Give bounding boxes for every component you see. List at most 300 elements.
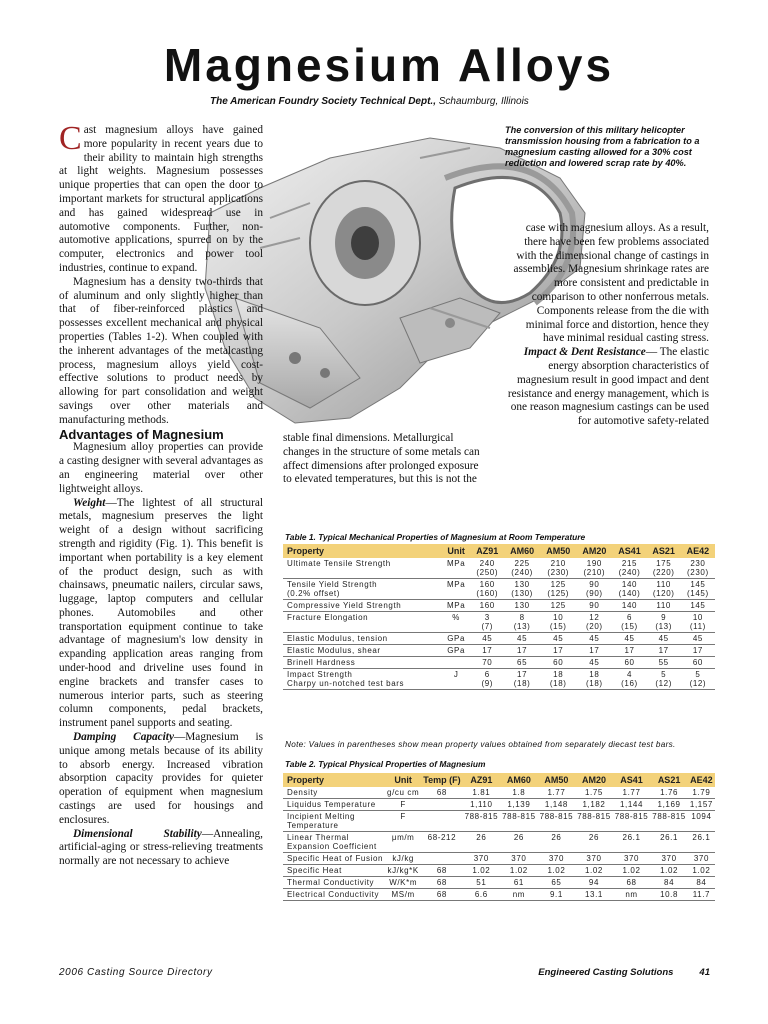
value-cell: [540, 633, 576, 645]
value: 60: [553, 658, 564, 667]
mean-value: (15): [549, 622, 567, 631]
value: 45: [517, 634, 528, 643]
unit-cell: %: [442, 612, 471, 633]
property-name: Tensile Yield Strength: [287, 580, 378, 589]
value: 45: [482, 634, 493, 643]
mean-value: (250): [476, 568, 499, 577]
property-cell: [283, 633, 442, 645]
value-cell: 370: [650, 853, 688, 865]
value-cell: 788-815: [500, 811, 538, 832]
value-cell: [576, 633, 612, 645]
value-cell: [470, 633, 504, 645]
temp-cell: [421, 811, 462, 832]
mean-value: (120): [652, 589, 675, 598]
value-cell: [540, 645, 576, 657]
value: 90: [589, 580, 600, 589]
table2-header-cell: AM20: [575, 773, 613, 787]
mean-value: (125): [547, 589, 570, 598]
value: 160: [479, 601, 495, 610]
property-cell: [283, 669, 442, 690]
table2-header-cell: AM60: [500, 773, 538, 787]
mean-value: (210): [583, 568, 606, 577]
photo-caption: The conversion of this military helicopter transmission housing from a fabrication to a magnesium casting allowed for a 30% cost reduction and lowered scrap rate by 40%.: [505, 125, 700, 168]
paragraph-stable: stable final dimensions. Metallurgical changes in the structure of some metals can affect dimensions after prolonged exposure to elevated temperatures, but this is not the: [283, 432, 480, 486]
unit-cell: GPa: [442, 633, 471, 645]
value-cell: 1.76: [650, 787, 688, 799]
property-name: Specific Heat of Fusion: [287, 854, 384, 863]
temp-cell: [421, 799, 462, 811]
value-cell: [647, 600, 681, 612]
value-cell: 1,182: [575, 799, 613, 811]
table1-header-cell: AZ91: [470, 544, 504, 558]
table-row: [283, 832, 715, 853]
table-row: [283, 612, 715, 633]
value-cell: [612, 657, 646, 669]
property-detail: Temperature: [287, 821, 339, 830]
value: 60: [624, 658, 635, 667]
value: 18: [589, 670, 600, 679]
value: 225: [514, 559, 530, 568]
value-cell: [576, 579, 612, 600]
value: 17: [589, 646, 600, 655]
value: 145: [690, 580, 706, 589]
value: 125: [550, 601, 566, 610]
value: 17: [624, 646, 635, 655]
value-cell: [681, 579, 715, 600]
value-cell: [647, 579, 681, 600]
table-row: [283, 633, 715, 645]
value-cell: 1.02: [650, 865, 688, 877]
property-cell: [283, 811, 385, 832]
value-cell: 1.79: [688, 787, 715, 799]
value-cell: 788-815: [463, 811, 501, 832]
table-row: [283, 579, 715, 600]
value-cell: 13.1: [575, 889, 613, 901]
value-cell: [576, 645, 612, 657]
table2-header-cell: AM50: [538, 773, 576, 787]
value-cell: 788-815: [575, 811, 613, 832]
value-cell: [647, 657, 681, 669]
value-cell: [504, 600, 540, 612]
value-cell: 370: [688, 853, 715, 865]
value-cell: 51: [463, 877, 501, 889]
unit-cell: J: [442, 669, 471, 690]
value-cell: [504, 558, 540, 579]
property-detail: Charpy un-notched test bars: [287, 679, 405, 688]
value-cell: 68: [613, 877, 651, 889]
table-row: [283, 787, 715, 799]
table1-caption: Table 1. Typical Mechanical Properties of Magnesium at Room Temperature: [285, 532, 586, 542]
value-cell: [576, 669, 612, 690]
table1-header-cell: AS21: [647, 544, 681, 558]
value-cell: 26: [500, 832, 538, 853]
table1-note: Note: Values in parentheses show mean property values obtained from separately diecast test bars.: [285, 740, 676, 749]
property-cell: [283, 558, 442, 579]
property-name: Density: [287, 788, 318, 797]
mean-value: (16): [621, 679, 638, 688]
value-cell: [612, 579, 646, 600]
value: 65: [517, 658, 528, 667]
temp-cell: 68: [421, 787, 462, 799]
value-cell: [681, 558, 715, 579]
body-column-3: [507, 222, 709, 429]
impact-text: — The elastic energy absorption characteristics of magnesium result in good impact and dent resistance and energy management, which is one reason magnesium castings can be used for automotive safety-related: [507, 346, 709, 428]
value-cell: [681, 657, 715, 669]
value: 140: [621, 580, 638, 589]
value-cell: 370: [463, 853, 501, 865]
property-cell: [283, 799, 385, 811]
property-name: Brinell Hardness: [287, 658, 356, 667]
value-cell: [470, 612, 504, 633]
weight-text: —The lightest of all structural metals, magnesium preserves the light weight of a design without sacrificing strength and rigidity (Fig. 1). This benefit is important when portability is a key element of the product design, such as with chainsaws, pneumatic nailers, circular saws, luggage, laptop computers and cellular phones. Automobiles and other transportation equipment continue to take advantage of magnesium's low density in expanding application areas ranging from under-hood and driveline uses found in engine brackets and transfer cases to numerous interior parts, such as steering column components, pedal brackets, instrument panel supports and seating.: [59, 496, 263, 730]
value-cell: [540, 612, 576, 633]
mechanical-properties-table: [283, 544, 715, 690]
mean-value: (18): [586, 679, 603, 688]
table1-header-cell: AM20: [576, 544, 612, 558]
value-cell: [540, 579, 576, 600]
value-cell: [504, 657, 540, 669]
table2-header-cell: AS41: [613, 773, 651, 787]
value-cell: [647, 645, 681, 657]
value-cell: 1.77: [613, 787, 651, 799]
property-cell: [283, 853, 385, 865]
table1-header-cell: AM60: [504, 544, 540, 558]
table2-header-cell: AE42: [688, 773, 715, 787]
mean-value: (160): [476, 589, 499, 598]
value-cell: 26.1: [613, 832, 651, 853]
value-cell: [612, 645, 646, 657]
temp-cell: 68-212: [421, 832, 462, 853]
property-cell: [283, 657, 442, 669]
value-cell: [504, 633, 540, 645]
byline-org: The American Foundry Society Technical Dept.,: [210, 96, 436, 107]
unit-cell: MPa: [442, 579, 471, 600]
table2-header-cell: Unit: [385, 773, 421, 787]
value: 6: [484, 670, 490, 679]
property-name: Impact Strength: [287, 670, 353, 679]
property-name: Specific Heat: [287, 866, 342, 875]
table-row: [283, 811, 715, 832]
value-cell: [470, 657, 504, 669]
unit-cell: [442, 657, 471, 669]
unit-cell: MPa: [442, 558, 471, 579]
table-row: [283, 558, 715, 579]
mean-value: (90): [586, 589, 603, 598]
value: 18: [553, 670, 564, 679]
value: 60: [692, 658, 703, 667]
property-name: Elastic Modulus, shear: [287, 646, 381, 655]
value-cell: [681, 669, 715, 690]
value-cell: 1.02: [613, 865, 651, 877]
table2-caption: Table 2. Typical Physical Properties of Magnesium: [285, 759, 486, 769]
value-cell: 65: [538, 877, 576, 889]
value-cell: 94: [575, 877, 613, 889]
value-cell: 84: [650, 877, 688, 889]
value-cell: [647, 669, 681, 690]
mean-value: (15): [621, 622, 638, 631]
value: 45: [589, 658, 600, 667]
value: 130: [514, 601, 530, 610]
value-cell: nm: [500, 889, 538, 901]
value: 12: [589, 613, 600, 622]
value-cell: 1,139: [500, 799, 538, 811]
mean-value: (145): [687, 589, 709, 598]
value: 17: [553, 646, 564, 655]
temp-cell: [421, 853, 462, 865]
value-cell: 1,169: [650, 799, 688, 811]
value-cell: [504, 612, 540, 633]
value-cell: [612, 633, 646, 645]
table1-header-cell: AS41: [612, 544, 646, 558]
mean-value: (230): [547, 568, 570, 577]
value: 6: [626, 613, 633, 622]
paragraph-dimensional: [59, 828, 263, 869]
value-cell: [612, 600, 646, 612]
footer-publication: 2006 Casting Source Directory: [59, 967, 213, 978]
temp-cell: 68: [421, 865, 462, 877]
temp-cell: 68: [421, 877, 462, 889]
property-cell: [283, 889, 385, 901]
mean-value: (18): [549, 679, 567, 688]
value: 45: [624, 634, 635, 643]
unit-cell: MPa: [442, 600, 471, 612]
value: 130: [514, 580, 530, 589]
paragraph-density: Magnesium has a density two-thirds that of aluminum and only slightly higher than that of fiber-reinforced plastics and possesses excellent mechanical and physical properties (Tables 1-2). When coupled with the inherent advantages of the metalcasting process, magnesium alloys yield cost-effective solutions to product needs by allowing for part consolidation and weight savings over other materials and manufacturing methods.: [59, 275, 263, 426]
value-cell: 1,144: [613, 799, 651, 811]
value-cell: [540, 558, 576, 579]
value: 55: [658, 658, 669, 667]
value-cell: 10.8: [650, 889, 688, 901]
value-cell: 1.02: [538, 865, 576, 877]
property-cell: [283, 612, 442, 633]
value-cell: [612, 558, 646, 579]
value-cell: [681, 645, 715, 657]
table1-header-cell: Unit: [442, 544, 471, 558]
value-cell: 84: [688, 877, 715, 889]
value-cell: 370: [575, 853, 613, 865]
unit-cell: μm/m: [385, 832, 421, 853]
value-cell: [504, 669, 540, 690]
value: 45: [589, 634, 600, 643]
table1-header-cell: AE42: [681, 544, 715, 558]
value: 240: [479, 559, 495, 568]
mean-value: (12): [689, 679, 707, 688]
damping-text: —Magnesium is unique among metals because of its ability to absorb energy. Increased vibration absorption capacity provides for quieter operation of equipment when magnesium castings are used for housings and enclosures.: [59, 731, 263, 826]
table-row: [283, 889, 715, 901]
value-cell: [540, 657, 576, 669]
paragraph-impact: [507, 346, 709, 429]
property-name: Compressive Yield Strength: [287, 601, 402, 610]
value: 90: [589, 601, 600, 610]
value: 70: [482, 658, 493, 667]
value-cell: [470, 579, 504, 600]
property-detail: (0.2% offset): [287, 589, 341, 598]
drop-cap: C: [59, 120, 82, 157]
value: 140: [621, 601, 638, 610]
value-cell: [470, 558, 504, 579]
value-cell: [612, 669, 646, 690]
property-detail: Expansion Coefficient: [287, 842, 377, 851]
mean-value: (9): [481, 679, 494, 688]
byline: [210, 96, 529, 107]
paragraph-shrinkage: case with magnesium alloys. As a result, there have been few problems associated with the dimensional change of castings in assemblies. Magnesium shrinkage rates are more consistent and predictable in comparison to other nonferrous metals. Components release from the die with minimal force and distortion, hence they have minimal residual casting stress.: [513, 222, 709, 345]
value-cell: 370: [613, 853, 651, 865]
value: 17: [692, 646, 703, 655]
value-cell: 26: [463, 832, 501, 853]
unit-cell: F: [385, 799, 421, 811]
value-cell: 788-815: [538, 811, 576, 832]
value-cell: 1.02: [500, 865, 538, 877]
value: 17: [482, 646, 493, 655]
mean-value: (140): [618, 589, 641, 598]
page-title: Magnesium Alloys: [163, 39, 615, 91]
value-cell: [576, 558, 612, 579]
unit-cell: GPa: [442, 645, 471, 657]
value-cell: 1.81: [463, 787, 501, 799]
unit-cell: kJ/kg*K: [385, 865, 421, 877]
mean-value: (20): [586, 622, 603, 631]
value-cell: [504, 579, 540, 600]
weight-heading: Weight: [73, 496, 106, 509]
mean-value: (7): [481, 622, 494, 631]
value-cell: [576, 657, 612, 669]
value: 210: [550, 559, 566, 568]
unit-cell: W/K*m: [385, 877, 421, 889]
value: 5: [661, 670, 667, 679]
value-cell: [647, 612, 681, 633]
value-cell: 11.7: [688, 889, 715, 901]
table1-header-cell: Property: [283, 544, 442, 558]
mean-value: (12): [655, 679, 672, 688]
value-cell: [681, 600, 715, 612]
table2-header-cell: AS21: [650, 773, 688, 787]
value-cell: [470, 645, 504, 657]
value-cell: nm: [613, 889, 651, 901]
value-cell: [681, 612, 715, 633]
value-cell: 26: [538, 832, 576, 853]
section-heading-advantages: Advantages of Magnesium: [59, 426, 224, 442]
value: 215: [621, 559, 638, 568]
value-cell: [612, 612, 646, 633]
mean-value: (13): [655, 622, 672, 631]
value: 17: [517, 670, 528, 679]
value-cell: 1,148: [538, 799, 576, 811]
value: 45: [692, 634, 703, 643]
value-cell: 370: [538, 853, 576, 865]
value-cell: [470, 600, 504, 612]
property-cell: [283, 787, 385, 799]
property-name: Thermal Conductivity: [287, 878, 375, 887]
property-name: Liquidus Temperature: [287, 800, 376, 809]
table-row: [283, 877, 715, 889]
value: 145: [690, 601, 706, 610]
table-row: [283, 645, 715, 657]
property-cell: [283, 865, 385, 877]
property-name: Fracture Elongation: [287, 613, 369, 622]
value: 190: [586, 559, 602, 568]
footer-right: [538, 967, 710, 978]
property-cell: [283, 600, 442, 612]
unit-cell: F: [385, 811, 421, 832]
table-row: [283, 799, 715, 811]
property-name: Linear Thermal: [287, 833, 350, 842]
property-name: Incipient Melting: [287, 812, 356, 821]
byline-location: Schaumburg, Illinois: [438, 96, 529, 107]
value: 17: [658, 646, 669, 655]
body-column-1: [59, 120, 263, 869]
value-cell: [540, 669, 576, 690]
value-cell: 26: [575, 832, 613, 853]
value-cell: [470, 669, 504, 690]
value-cell: 1.77: [538, 787, 576, 799]
paragraph-advantages: Magnesium alloy properties can provide a casting designer with several advantages as an engineering material over other lightweight alloys.: [59, 441, 263, 495]
value-cell: [647, 633, 681, 645]
table2-header-cell: Property: [283, 773, 385, 787]
value-cell: 26.1: [688, 832, 715, 853]
unit-cell: g/cu cm: [387, 788, 420, 797]
value-cell: 788-815: [613, 811, 651, 832]
value: 10: [553, 613, 564, 622]
value-cell: 1,157: [688, 799, 715, 811]
dimensional-heading: Dimensional Stability: [73, 827, 202, 840]
property-cell: [283, 832, 385, 853]
value: 5: [695, 670, 701, 679]
value-cell: 26.1: [650, 832, 688, 853]
temp-cell: 68: [421, 889, 462, 901]
footer-section: Engineered Casting Solutions: [538, 967, 674, 978]
value-cell: 9.1: [538, 889, 576, 901]
mean-value: (220): [652, 568, 675, 577]
property-cell: [283, 645, 442, 657]
value: 45: [658, 634, 669, 643]
value-cell: 6.6: [463, 889, 501, 901]
body-column-2: [283, 432, 486, 487]
dimensional-text: —Annealing, artificial-aging or stress-relieving treatments normally are not necessary to achieve: [59, 827, 263, 868]
unit-cell: kJ/kg: [385, 853, 421, 865]
paragraph-intro: ast magnesium alloys have gained more popularity in recent years due to their ability to maintain high strengths at light weights. Magnesium possesses unique properties that can open the door to important markets for structural applications and has gained widespread use in automotive components. Further, non-automotive applications, spurred on by the computer, electronics and power tool industries, continue to expand.: [59, 124, 263, 274]
table2-header-cell: Temp (F): [423, 775, 461, 785]
mean-value: (230): [687, 568, 709, 577]
value: 9: [661, 613, 667, 622]
property-cell: [283, 579, 442, 600]
table-row: [283, 600, 715, 612]
page-number: 41: [699, 967, 710, 978]
mean-value: (240): [511, 568, 533, 577]
value: 110: [656, 580, 671, 589]
mean-value: (13): [513, 622, 531, 631]
table-row: [283, 669, 715, 690]
value: 125: [550, 580, 566, 589]
value: 8: [519, 613, 525, 622]
value-cell: [504, 645, 540, 657]
damping-heading: Damping Capacity: [73, 731, 174, 744]
value-cell: [576, 600, 612, 612]
value: 45: [553, 634, 564, 643]
property-cell: [283, 877, 385, 889]
table2-header-cell: AZ91: [463, 773, 501, 787]
mean-value: (130): [511, 589, 533, 598]
mean-value: (18): [513, 679, 531, 688]
value-cell: 788-815: [650, 811, 688, 832]
property-name: Electrical Conductivity: [287, 890, 380, 899]
value-cell: 1.8: [500, 787, 538, 799]
value-cell: 1.02: [575, 865, 613, 877]
value-cell: [647, 558, 681, 579]
paragraph-weight: [59, 497, 263, 732]
value-cell: 1.02: [688, 865, 715, 877]
value: 4: [626, 670, 633, 679]
table-row: [283, 865, 715, 877]
